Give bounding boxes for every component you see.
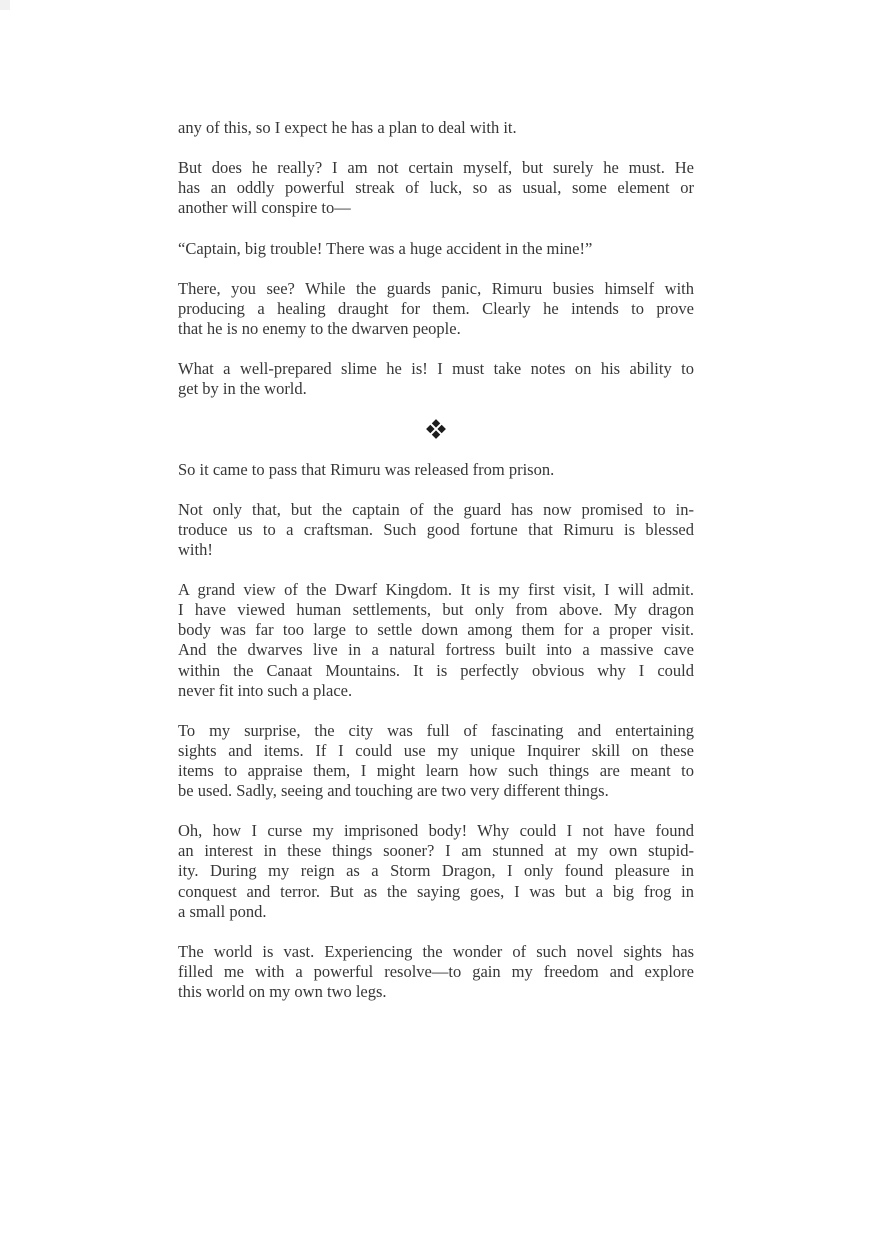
paragraph (178, 460, 694, 480)
four-diamond-ornament-icon (426, 420, 446, 440)
text-line: sights and items. If I could use my unique Inquirer skill on these (178, 740, 694, 760)
text-line: There, you see? While the guards panic, Rimuru busies himself with (178, 278, 694, 298)
paragraph (178, 158, 694, 218)
text-line: filled me with a powerful resolve—to gain my freedom and explore (178, 961, 694, 981)
text-line: an interest in these things sooner? I am stunned at my own stupid- (178, 841, 694, 861)
text-line: another will conspire to— (178, 198, 351, 218)
text-line: that he is no enemy to the dwarven people. (178, 318, 461, 338)
section-separator (178, 419, 694, 439)
text-line: with! (178, 539, 213, 559)
text-line: The world is vast. Experiencing the wonder of such novel sights has (178, 941, 694, 961)
text-line: conquest and terror. But as the saying goes, I was but a big frog in (178, 881, 694, 901)
paragraph (178, 118, 694, 138)
text-line: Not only that, but the captain of the guard has now promised to in- (178, 499, 694, 519)
paragraph (178, 580, 694, 701)
paragraph (178, 279, 694, 339)
paragraph (178, 500, 694, 560)
text-line: this world on my own two legs. (178, 982, 387, 1002)
text-line: “Captain, big trouble! There was a huge accident in the mine!” (178, 238, 593, 258)
text-line: A grand view of the Dwarf Kingdom. It is my first visit, I will admit. (178, 580, 694, 600)
text-line: a small pond. (178, 901, 267, 921)
text-line: items to appraise them, I might learn how such things are meant to (178, 761, 694, 780)
text-line: any of this, so I expect he has a plan to deal with it. (178, 118, 517, 137)
text-line: has an oddly powerful streak of luck, so as usual, some element or (178, 178, 694, 198)
text-line: troduce us to a craftsman. Such good fortune that Rimuru is blessed (178, 519, 694, 539)
paragraph (178, 721, 694, 801)
text-line: producing a healing draught for them. Clearly he intends to prove (178, 298, 694, 318)
paragraph (178, 821, 694, 921)
paragraph (178, 239, 694, 259)
text-line: get by in the world. (178, 379, 307, 399)
text-line: To my surprise, the city was full of fascinating and entertaining (178, 720, 694, 740)
paragraph (178, 359, 694, 399)
text-line: And the dwarves live in a natural fortress built into a massive cave (178, 640, 694, 660)
text-line: be used. Sadly, seeing and touching are two very different things. (178, 781, 609, 801)
paragraph (178, 942, 694, 1002)
page-text (178, 118, 694, 1022)
text-line: Oh, how I curse my imprisoned body! Why could I not have found (178, 821, 694, 841)
diamond-shape (432, 431, 440, 439)
text-line: What a well-prepared slime he is! I must take notes on his ability to (178, 359, 694, 379)
text-line: But does he really? I am not certain myself, but surely he must. He (178, 158, 694, 178)
scan-artifact (0, 0, 10, 10)
text-line: body was far too large to settle down among them for a proper visit. (178, 620, 694, 640)
text-line: never fit into such a place. (178, 680, 353, 700)
text-line: within the Canaat Mountains. It is perfectly obvious why I could (178, 660, 694, 680)
text-line: ity. During my reign as a Storm Dragon, I only found pleasure in (178, 861, 694, 881)
text-line: So it came to pass that Rimuru was released from prison. (178, 459, 555, 479)
text-line: I have viewed human settlements, but only from above. My dragon (178, 600, 694, 620)
